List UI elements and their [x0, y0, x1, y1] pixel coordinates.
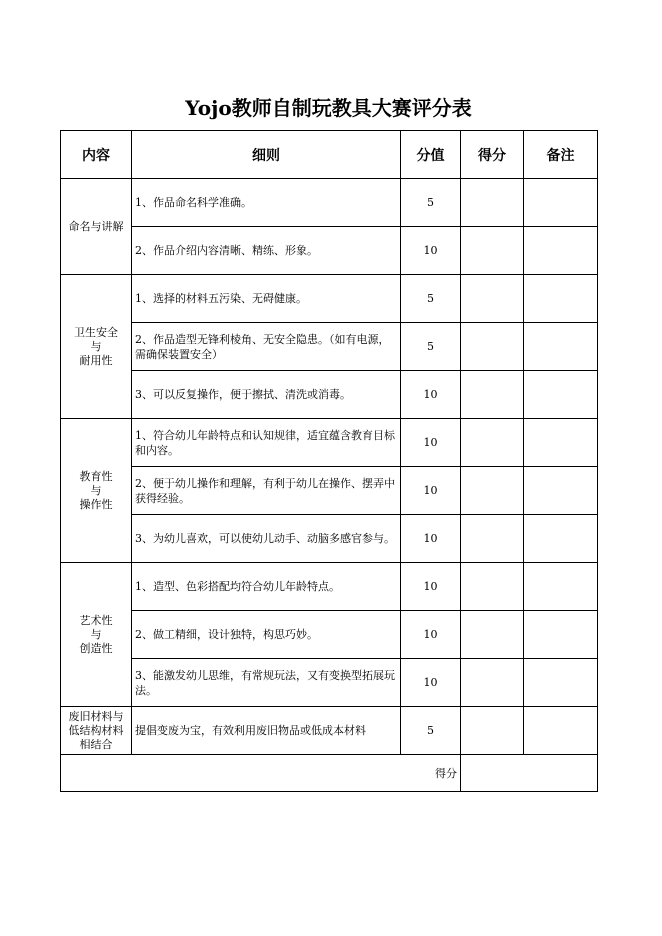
category-label: 教育性 — [79, 469, 113, 483]
score-cell[interactable] — [461, 371, 524, 419]
score-cell[interactable] — [461, 419, 524, 467]
detail-cell: 2、便于幼儿操作和理解，有利于幼儿在操作、摆弄中获得经验。 — [132, 467, 401, 515]
detail-cell: 3、能激发幼儿思维，有常规玩法，又有变换型拓展玩法。 — [132, 659, 401, 707]
category-label: 命名与讲解 — [68, 219, 124, 233]
remarks-cell[interactable] — [524, 371, 598, 419]
remarks-cell[interactable] — [524, 227, 598, 275]
table-row — [61, 323, 598, 371]
points-cell: 10 — [401, 227, 461, 275]
table-row — [61, 275, 598, 323]
score-cell[interactable] — [461, 611, 524, 659]
detail-cell: 1、作品命名科学准确。 — [132, 179, 401, 227]
points-cell: 5 — [401, 275, 461, 323]
detail-cell: 3、为幼儿喜欢，可以使幼儿动手、动脑多感官参与。 — [132, 515, 401, 563]
scoring-table — [60, 130, 598, 792]
points-cell: 10 — [401, 659, 461, 707]
header-score: 得分 — [461, 131, 524, 179]
score-cell[interactable] — [461, 515, 524, 563]
table-row — [61, 419, 598, 467]
category-label: 废旧材料与 — [68, 709, 124, 723]
score-cell[interactable] — [461, 179, 524, 227]
remarks-cell[interactable] — [524, 275, 598, 323]
header-detail: 细则 — [132, 131, 401, 179]
detail-cell: 2、作品造型无锋利棱角、无安全隐患。（如有电源，需确保装置安全） — [132, 323, 401, 371]
points-cell: 10 — [401, 563, 461, 611]
table-row — [61, 371, 598, 419]
table-row — [61, 563, 598, 611]
remarks-cell[interactable] — [524, 563, 598, 611]
score-cell[interactable] — [461, 227, 524, 275]
detail-cell: 3、可以反复操作，便于擦拭、清洗或消毒。 — [132, 371, 401, 419]
category-cell — [61, 275, 132, 419]
total-row — [61, 755, 598, 792]
category-label: 相结合 — [79, 737, 113, 751]
table-row — [61, 227, 598, 275]
category-label: 卫生安全 — [74, 325, 118, 339]
detail-cell: 2、作品介绍内容清晰、精练、形象。 — [132, 227, 401, 275]
detail-cell: 1、造型、色彩搭配均符合幼儿年龄特点。 — [132, 563, 401, 611]
header-remarks: 备注 — [524, 131, 598, 179]
score-cell[interactable] — [461, 707, 524, 755]
table-row — [61, 467, 598, 515]
remarks-cell[interactable] — [524, 419, 598, 467]
total-score-cell[interactable] — [461, 755, 598, 792]
remarks-cell[interactable] — [524, 659, 598, 707]
table-row — [61, 707, 598, 755]
remarks-cell[interactable] — [524, 611, 598, 659]
points-cell: 5 — [401, 707, 461, 755]
points-cell: 5 — [401, 179, 461, 227]
category-label: 艺术性 — [79, 613, 113, 627]
detail-cell: 提倡变废为宝，有效利用废旧物品或低成本材料 — [132, 707, 401, 755]
detail-cell: 2、做工精细，设计独特，构思巧妙。 — [132, 611, 401, 659]
remarks-cell[interactable] — [524, 323, 598, 371]
category-label: 与 — [90, 627, 102, 641]
header-content: 内容 — [61, 131, 132, 179]
score-cell[interactable] — [461, 467, 524, 515]
points-cell: 10 — [401, 611, 461, 659]
category-label: 创造性 — [79, 641, 113, 655]
category-cell — [61, 419, 132, 563]
detail-cell: 1、符合幼儿年龄特点和认知规律，适宜蕴含教育目标和内容。 — [132, 419, 401, 467]
category-label: 与 — [90, 483, 102, 497]
page-title: Yojo教师自制玩教具大赛评分表 — [185, 96, 472, 120]
category-cell — [61, 563, 132, 707]
table-row — [61, 515, 598, 563]
table-row — [61, 659, 598, 707]
category-label: 与 — [90, 339, 102, 353]
points-cell: 10 — [401, 419, 461, 467]
points-cell: 10 — [401, 371, 461, 419]
detail-cell: 1、选择的材料五污染、无碍健康。 — [132, 275, 401, 323]
score-cell[interactable] — [461, 563, 524, 611]
points-cell: 5 — [401, 323, 461, 371]
category-cell — [61, 179, 132, 275]
remarks-cell[interactable] — [524, 515, 598, 563]
score-cell[interactable] — [461, 323, 524, 371]
category-cell — [61, 707, 132, 755]
category-label: 低结构材料 — [68, 723, 124, 737]
total-label: 得分 — [61, 755, 461, 792]
category-label: 操作性 — [79, 497, 113, 511]
score-cell[interactable] — [461, 275, 524, 323]
remarks-cell[interactable] — [524, 707, 598, 755]
remarks-cell[interactable] — [524, 467, 598, 515]
header-points: 分值 — [401, 131, 461, 179]
points-cell: 10 — [401, 515, 461, 563]
score-cell[interactable] — [461, 659, 524, 707]
remarks-cell[interactable] — [524, 179, 598, 227]
header-row — [61, 131, 598, 179]
table-row — [61, 611, 598, 659]
category-label: 耐用性 — [79, 353, 113, 367]
table-row — [61, 179, 598, 227]
points-cell: 10 — [401, 467, 461, 515]
